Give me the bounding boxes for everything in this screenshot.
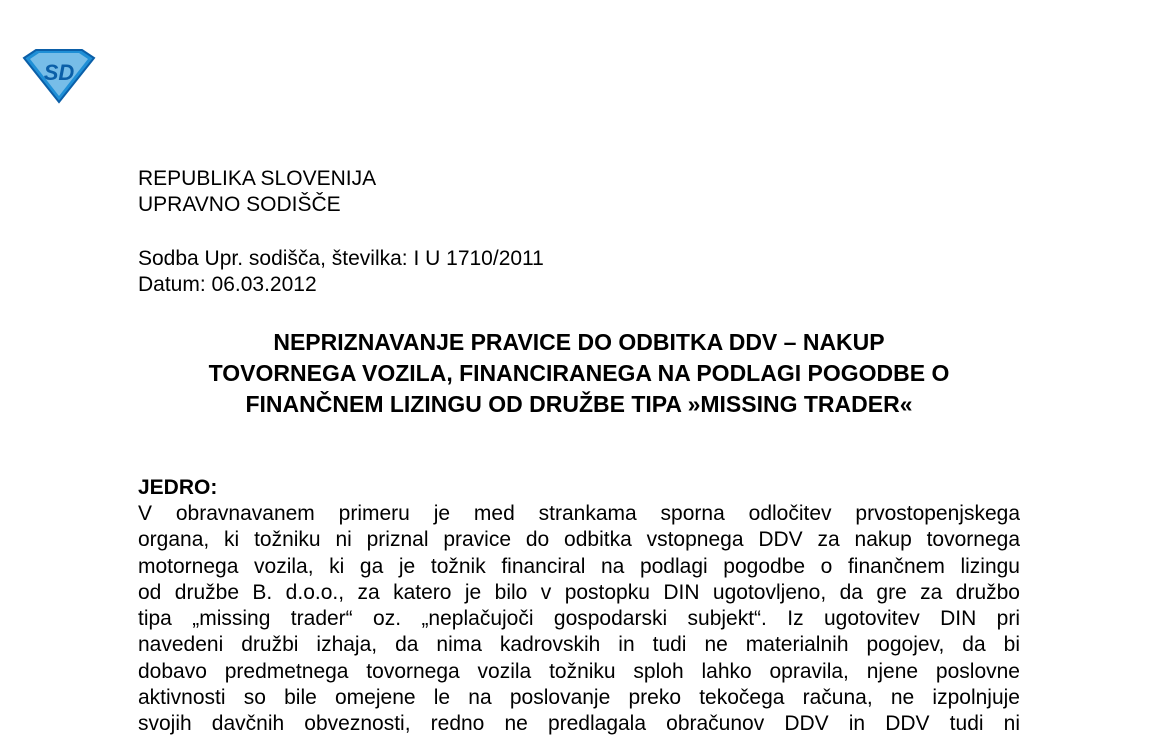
country-name: REPUBLIKA SLOVENIJA xyxy=(138,167,377,190)
title-line: TOVORNEGA VOZILA, FINANCIRANEGA NA PODLAGI POGODBE O xyxy=(208,360,950,386)
court-name: UPRAVNO SODIŠČE xyxy=(138,193,341,216)
body-line: organa, ki tožniku ni priznal pravice do odbitka vstopnega DDV za nakup tovornega xyxy=(138,528,1020,552)
section-heading: JEDRO: xyxy=(138,476,218,499)
body-line: dobavo predmetnega tovornega vozila tožniku sploh lahko opravila, njene poslovne xyxy=(138,659,1020,683)
logo-monogram: SD xyxy=(43,60,75,85)
body-line: tipa „missing trader“ oz. „neplačujoči gospodarski subjekt“. Iz ugotovitev DIN pri xyxy=(138,607,1020,631)
body-line: aktivnosti so bile omejene le na poslovanje preko tekočega računa, ne izpolnjuje xyxy=(138,686,1020,710)
body-line: svojih davčnih obveznosti, redno ne predlagala obračunov DDV in DDV tudi ni xyxy=(138,712,1020,736)
body-line: V obravnavanem primeru je med strankama sporna odločitev prvostopenjskega xyxy=(138,502,1020,525)
court-shield-logo-icon xyxy=(22,48,96,104)
body-line: od družbe B. d.o.o., za katero je bilo v postopku DIN ugotovljeno, da gre za družbo xyxy=(138,580,1020,604)
case-number: Sodba Upr. sodišča, številka: I U 1710/2011 xyxy=(138,247,544,270)
document-title xyxy=(138,327,1020,420)
title-line: NEPRIZNAVANJE PRAVICE DO ODBITKA DDV – NAKUP xyxy=(273,329,885,355)
title-line: FINANČNEM LIZINGU OD DRUŽBE TIPA »MISSING TRADER« xyxy=(245,391,913,417)
body-line: navedeni družbi izhaja, da nima kadrovskih in tudi ne materialnih pogojev, da bi xyxy=(138,633,1020,657)
case-metadata xyxy=(138,246,544,298)
case-date: Datum: 06.03.2012 xyxy=(138,273,317,296)
body-line: motornega vozila, ki ga je tožnik financiral na podlagi pogodbe o finančnem lizingu xyxy=(138,554,1020,578)
court-header xyxy=(138,166,376,218)
court-logo-icon xyxy=(22,48,96,104)
section-body xyxy=(138,501,1020,738)
